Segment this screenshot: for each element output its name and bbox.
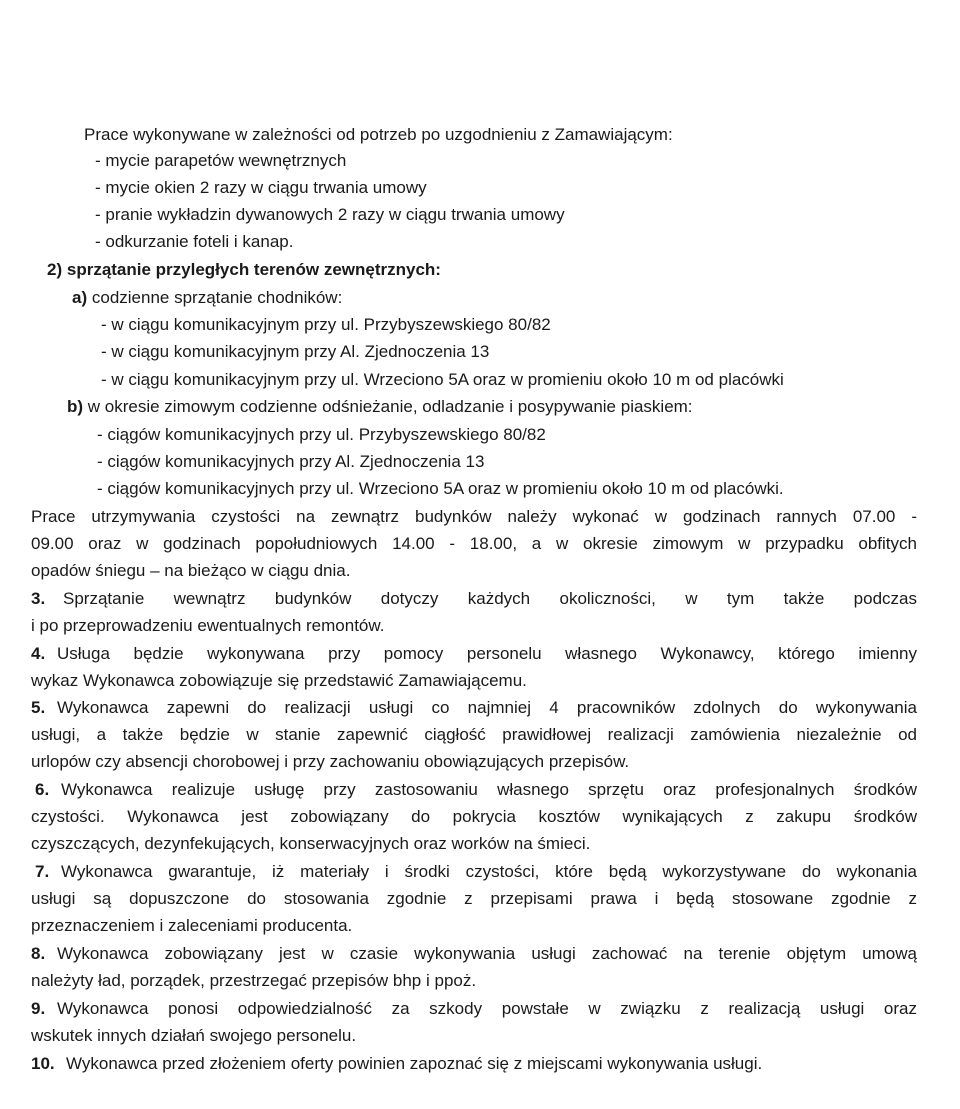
- point-7: [35, 859, 49, 885]
- subsection-b-tag: b): [67, 397, 84, 416]
- point-7-line: przeznaczeniem i zaleceniami producenta.: [31, 916, 353, 935]
- point-8-line: Wykonawca zobowiązany jest w czasie wykonywania usługi zachować na terenie objętym umową: [57, 944, 917, 963]
- point-4: [31, 641, 45, 667]
- point-number: 3.: [31, 589, 46, 608]
- point-6-line: czyszczących, dezynfekujących, konserwacyjnych oraz worków na śmieci.: [31, 834, 591, 853]
- point-8: [31, 941, 45, 967]
- point-9-line: Wykonawca ponosi odpowiedzialność za szkody powstałe w związku z realizacją usługi oraz: [57, 999, 917, 1018]
- point-6-line: Wykonawca realizuje usługę przy zastosowaniu własnego sprzętu oraz profesjonalnych środków: [61, 780, 917, 799]
- point-5-line: usługi, a także będzie w stanie zapewnić ciągłość prawidłowej realizacji zamówienia niezależnie od: [31, 725, 917, 744]
- point-number: 6.: [35, 780, 50, 799]
- point-6-line: czystości. Wykonawca jest zobowiązany do pokrycia kosztów wynikających z zakupu środków: [31, 807, 917, 826]
- intro-heading: Prace wykonywane w zależności od potrzeb po uzgodnieniu z Zamawiającym:: [84, 125, 673, 144]
- point-number: 4.: [31, 644, 46, 663]
- section-2-heading: [47, 257, 441, 283]
- intro-item: - mycie parapetów wewnętrznych: [95, 151, 347, 170]
- subsection-b-text: w okresie zimowym codzienne odśnieżanie, odladzanie i posypywanie piaskiem:: [87, 397, 693, 416]
- section-2-number: 2): [47, 260, 63, 279]
- point-7-line: usługi są dopuszczone do stosowania zgodnie z przepisami prawa i będą stosowane zgodnie z: [31, 889, 917, 908]
- point-8-line: należyty ład, porządek, przestrzegać przepisów bhp i ppoż.: [31, 971, 477, 990]
- subsection-b-item: - ciągów komunikacyjnych przy ul. Przybyszewskiego 80/82: [97, 425, 546, 444]
- point-5-line: Wykonawca zapewni do realizacji usługi co najmniej 4 pracowników zdolnych do wykonywania: [57, 698, 917, 717]
- section-2-title: sprzątanie przyległych terenów zewnętrznych:: [66, 260, 441, 279]
- subsection-a-text: codzienne sprzątanie chodników:: [91, 288, 343, 307]
- point-3-line: i po przeprowadzeniu ewentualnych remontów.: [31, 616, 385, 635]
- hours-paragraph-line: Prace utrzymywania czystości na zewnątrz budynków należy wykonać w godzinach rannych 07.00 -: [31, 507, 917, 526]
- subsection-a-item: - w ciągu komunikacyjnym przy Al. Zjednoczenia 13: [101, 342, 490, 361]
- point-7-line: Wykonawca gwarantuje, iż materiały i środki czystości, które będą wykorzystywane do wykonania: [61, 862, 917, 881]
- subsection-a-item: - w ciągu komunikacyjnym przy ul. Przybyszewskiego 80/82: [101, 315, 551, 334]
- intro-item: - pranie wykładzin dywanowych 2 razy w ciągu trwania umowy: [95, 205, 565, 224]
- point-4-line: wykaz Wykonawca zobowiązuje się przedstawić Zamawiającemu.: [31, 671, 527, 690]
- subsection-b: [67, 394, 693, 420]
- subsection-a: [72, 285, 342, 311]
- point-9: [31, 996, 45, 1022]
- point-number: 5.: [31, 698, 46, 717]
- point-number: 7.: [35, 862, 50, 881]
- subsection-b-item: - ciągów komunikacyjnych przy ul. Wrzeciono 5A oraz w promieniu około 10 m od placówki.: [97, 479, 784, 498]
- subsection-a-tag: a): [72, 288, 88, 307]
- intro-item: - mycie okien 2 razy w ciągu trwania umowy: [95, 178, 427, 197]
- point-5-line: urlopów czy absencji chorobowej i przy zachowaniu obowiązujących przepisów.: [31, 752, 630, 771]
- hours-paragraph-line: 09.00 oraz w godzinach popołudniowych 14.00 - 18.00, a w okresie zimowym w przypadku obfitych: [31, 534, 917, 553]
- intro-item: - odkurzanie foteli i kanap.: [95, 232, 294, 251]
- point-number: 9.: [31, 999, 46, 1018]
- point-3-line: Sprzątanie wewnątrz budynków dotyczy każdych okoliczności, w tym także podczas: [63, 589, 917, 608]
- hours-paragraph-line: opadów śniegu – na bieżąco w ciągu dnia.: [31, 561, 351, 580]
- point-4-line: Usługa będzie wykonywana przy pomocy personelu własnego Wykonawcy, którego imienny: [57, 644, 917, 663]
- point-9-line: wskutek innych działań swojego personelu.: [31, 1026, 357, 1045]
- point-number: 10.: [31, 1054, 55, 1073]
- point-10: [31, 1051, 55, 1077]
- point-number: 8.: [31, 944, 46, 963]
- point-5: [31, 695, 45, 721]
- subsection-a-item: - w ciągu komunikacyjnym przy ul. Wrzeciono 5A oraz w promieniu około 10 m od placówki: [101, 370, 784, 389]
- subsection-b-item: - ciągów komunikacyjnych przy Al. Zjednoczenia 13: [97, 452, 485, 471]
- point-10-line: Wykonawca przed złożeniem oferty powinien zapoznać się z miejscami wykonywania usługi.: [66, 1054, 763, 1073]
- point-6: [35, 777, 49, 803]
